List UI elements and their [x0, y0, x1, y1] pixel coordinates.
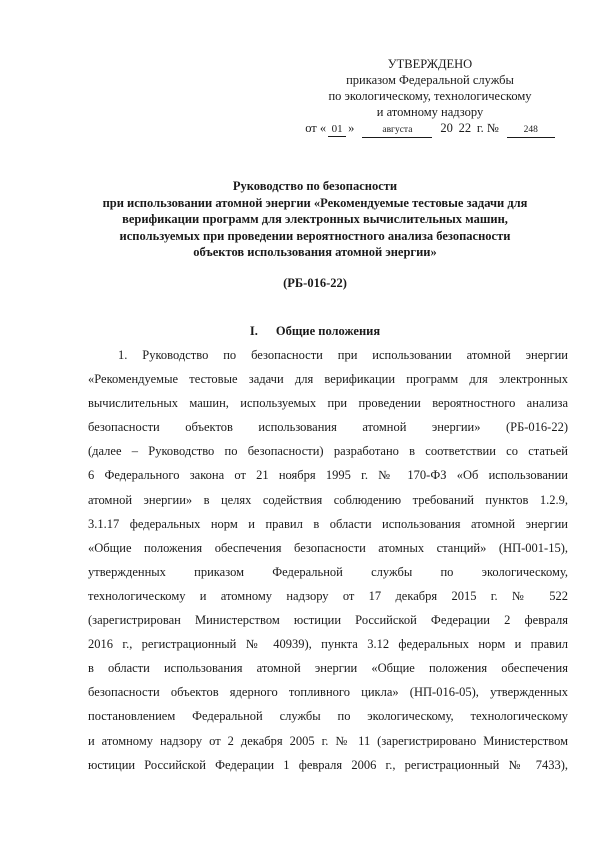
body-line: и атомному надзору от 2 декабря 2005 г. № 11 (зарегистрировано Министерством: [88, 733, 568, 748]
date-year-prefix: 20: [440, 121, 453, 135]
section-number: I.: [249, 324, 258, 338]
body-line: 6 Федерального закона от 21 ноября 1995 г. № 170-ФЗ «Об использовании: [88, 468, 568, 483]
approval-line-2: по экологическому, технологическому: [328, 89, 532, 103]
date-mid: »: [348, 121, 355, 135]
body-line: вычислительных машин, используемых при проведении вероятностного анализа: [88, 396, 568, 411]
body-line: 3.1.17 федеральных норм и правил в области использования атомной энергии: [88, 516, 568, 531]
body-line: в области использования атомной энергии «Общие положения обеспечения: [88, 661, 568, 676]
body-line: «Общие положения обеспечения безопасности атомных станций» (НП-001-15),: [88, 540, 568, 555]
order-number: 248: [507, 124, 555, 138]
body-line: утвержденных приказом Федеральной службы по экологическому,: [88, 564, 568, 579]
body-line: атомной энергии» в целях содействия соблюдению требований пунктов 1.2.9,: [88, 492, 568, 507]
title-line-5: объектов использования атомной энергии»: [193, 245, 437, 259]
date-year-unit: г. №: [476, 121, 499, 135]
body-line: постановлением Федеральной службы по экологическому, технологическому: [88, 709, 568, 724]
date-month: августа: [362, 124, 432, 138]
body-line: технологическому и атомному надзору от 17 декабря 2015 г. № 522: [88, 588, 568, 603]
section-heading: [60, 324, 570, 339]
document-title: [60, 178, 570, 261]
body-line: «Рекомендуемые тестовые задачи для верификации программ для электронных: [88, 372, 568, 387]
approval-block: [300, 56, 560, 138]
title-line-2: при использовании атомной энергии «Рекомендуемые тестовые задачи для: [102, 195, 528, 210]
document-code: (РБ-016-22): [283, 276, 347, 290]
body-line: безопасности объектов ядерного топливного цикла» (НП-016-05), утвержденных: [88, 685, 568, 700]
date-day: 01: [328, 123, 346, 137]
title-line-1: Руководство по безопасности: [232, 179, 398, 193]
date-prefix: от «: [305, 121, 327, 135]
body-line: 2016 г., регистрационный № 40939), пункта 3.12 федеральных норм и правил: [88, 637, 568, 652]
body-line: безопасности объектов использования атомной энергии» (РБ-016-22): [88, 420, 568, 435]
date-year-suffix: 22: [458, 121, 472, 135]
approval-date-line: [300, 120, 560, 138]
body-line: (далее – Руководство по безопасности) разработано в соответствии со статьей: [88, 444, 568, 459]
body-line: юстиции Российской Федерации 1 февраля 2006 г., регистрационный № 7433),: [88, 757, 568, 772]
body-line: 1. Руководство по безопасности при использовании атомной энергии: [118, 348, 568, 362]
approval-heading: УТВЕРЖДЕНО: [387, 57, 473, 71]
approval-line-1: приказом Федеральной службы: [346, 73, 514, 87]
approval-line-3: и атомному надзору: [376, 105, 484, 119]
body-line: (зарегистрирован Министерством юстиции Российской Федерации 2 февраля: [88, 613, 568, 628]
section-title: Общие положения: [275, 324, 381, 338]
title-line-3: верификации программ для электронных вычислительных машин,: [122, 212, 508, 226]
body-paragraph: [88, 343, 568, 777]
title-line-4: используемых при проведении вероятностного анализа безопасности: [119, 228, 511, 243]
